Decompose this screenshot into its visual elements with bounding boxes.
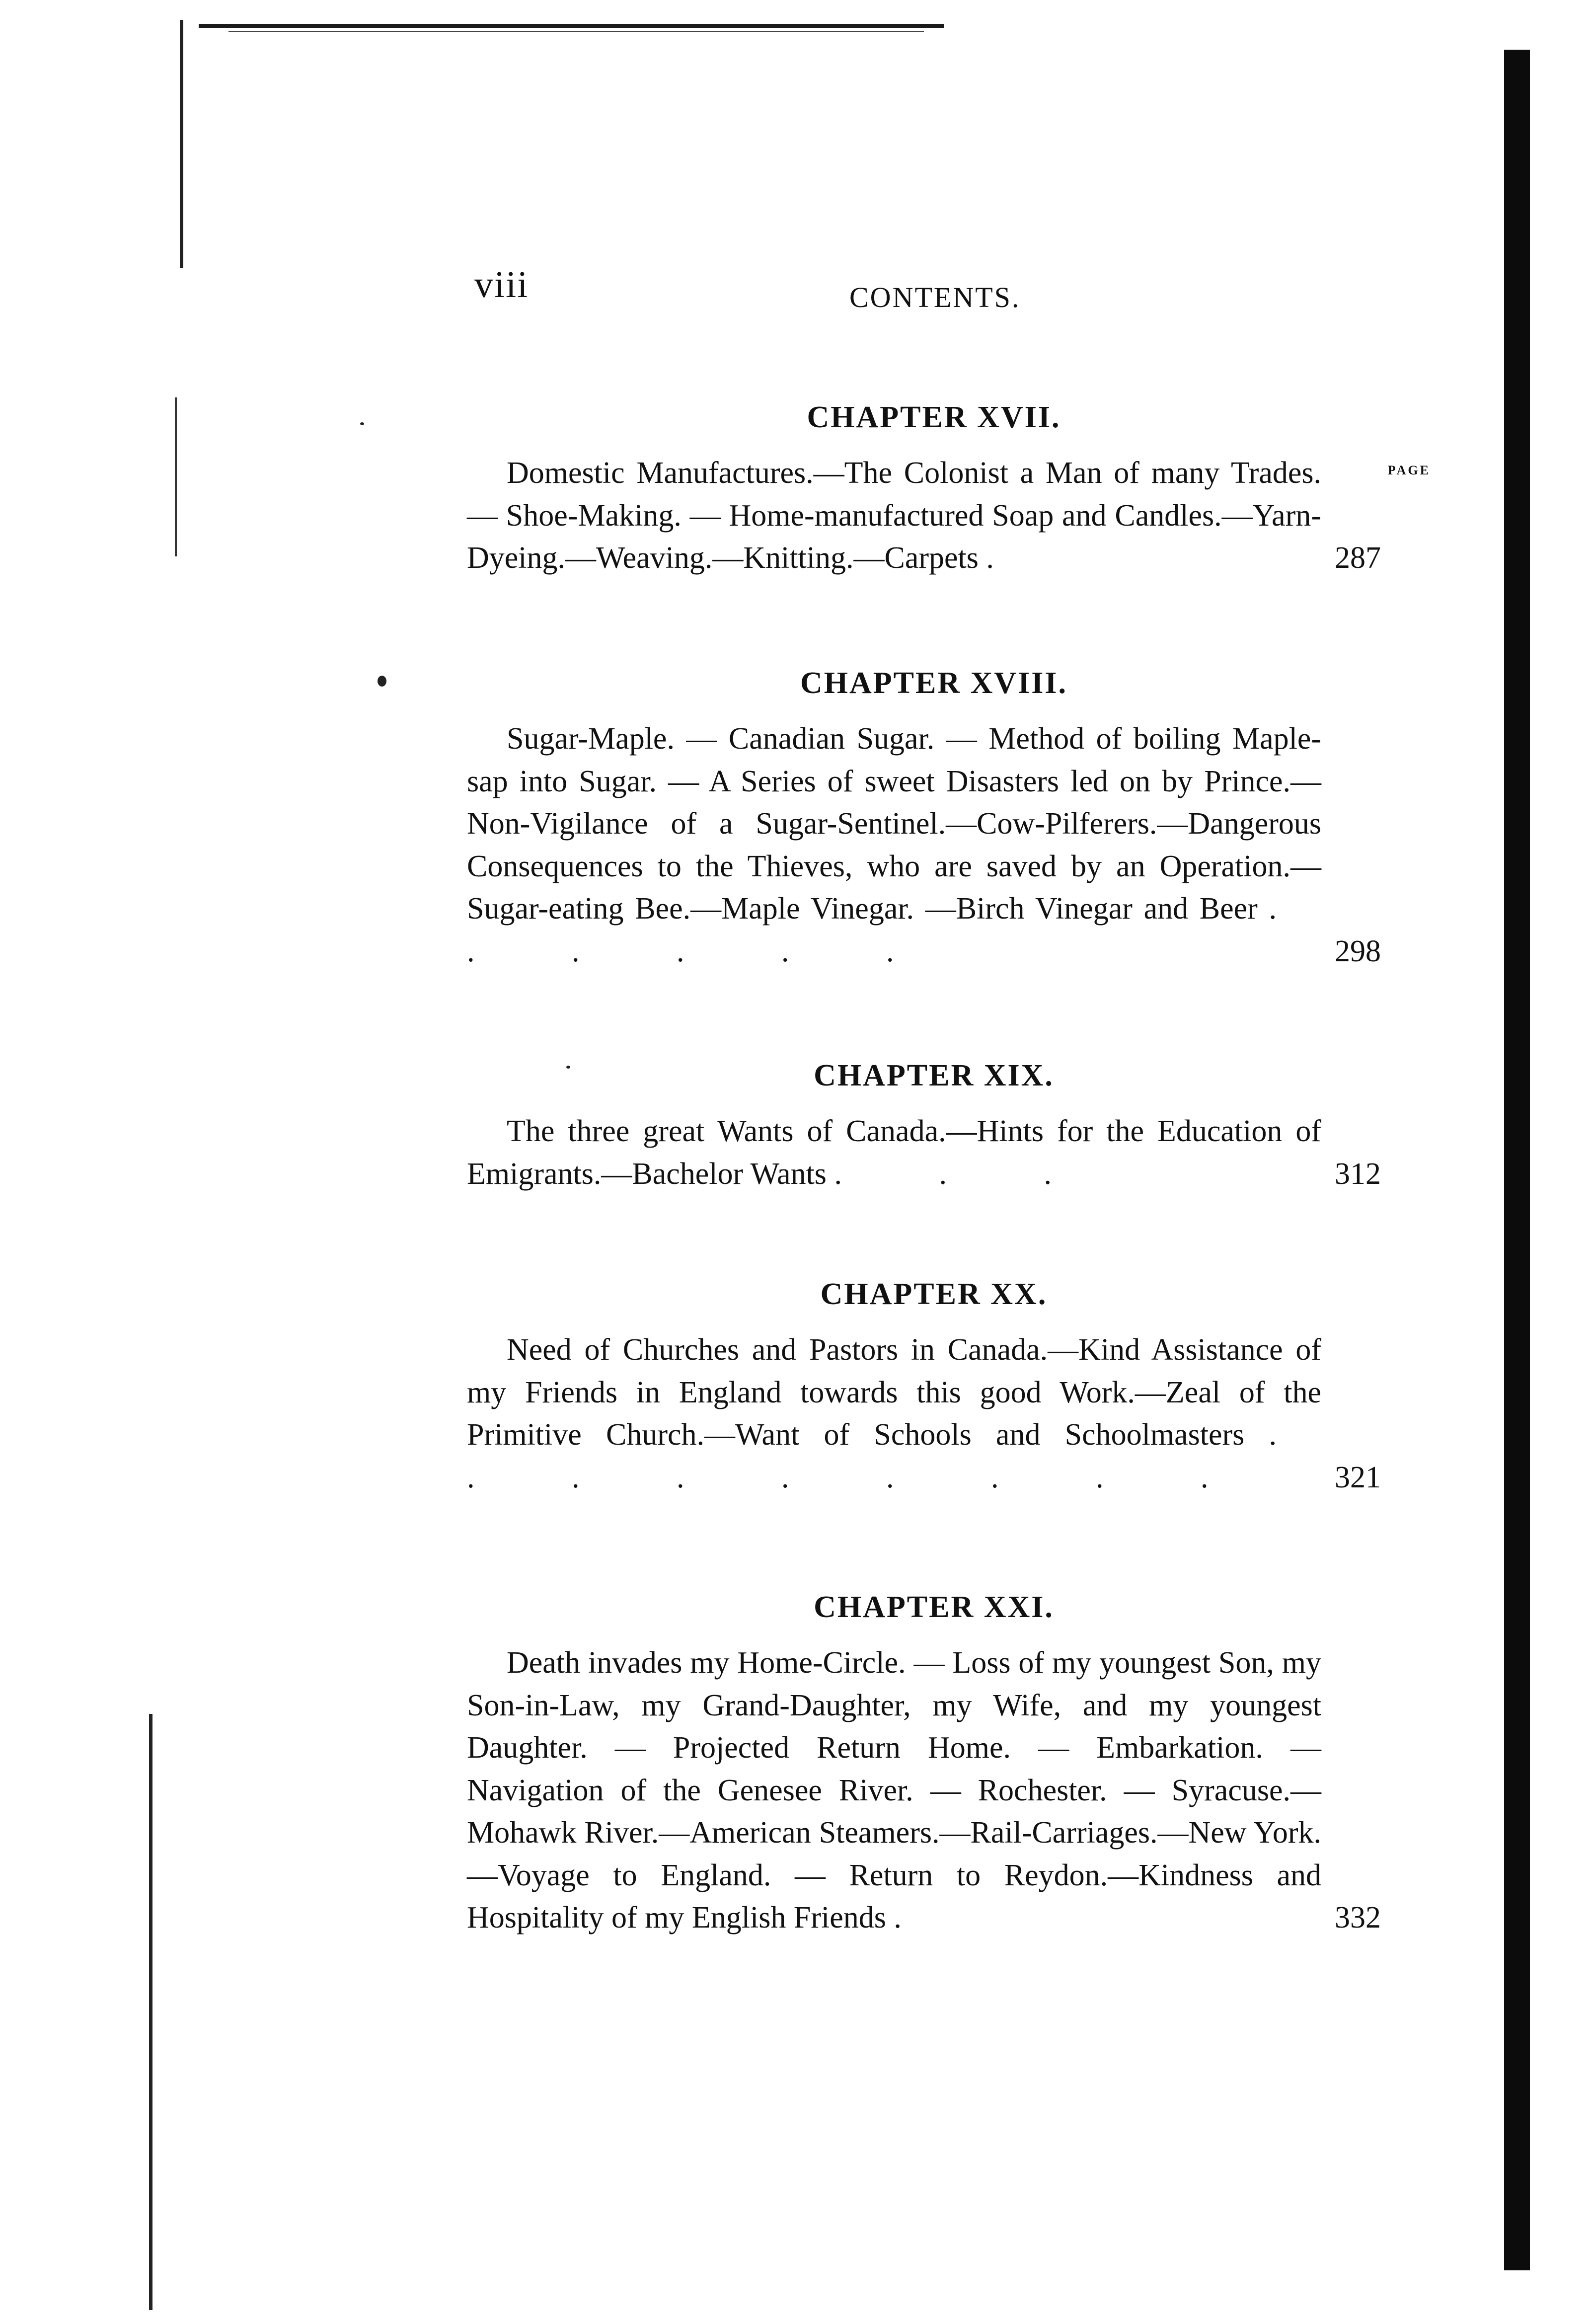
page-number: 312 [1335, 1157, 1381, 1191]
scan-right-edge-shadow [1504, 50, 1530, 2270]
chapter-summary [467, 718, 1381, 973]
chapter-xx [467, 1274, 1401, 1530]
page-number: 298 [1335, 934, 1381, 968]
chapter-xvii [467, 397, 1431, 611]
chapter-summary [467, 1329, 1381, 1499]
chapter-summary [467, 1642, 1381, 1939]
page-number: 332 [1335, 1901, 1381, 1935]
summary-text: Death invades my Home-Circle. — Loss of my youngest Son, my Son-in-Law, my Grand-Daughter, my Wife, and my youngest Daughter. — Projected Return Home. — Embarkation. — Navigation of the Genesee River. — Rochester. — Syracuse.—Mohawk River.—American Steamers.—Rail-Carriages.—New York.—Voyage to England. — Return to Reydon.—Kindness and Hospitality of my English Friends [467, 1646, 1321, 1935]
summary-text: The three great Wants of Canada.—Hints for the Education of Emigrants.—Bachelor Wants [467, 1114, 1321, 1191]
chapter-xviii [467, 663, 1401, 1004]
scan-top-rule [199, 24, 944, 28]
scan-left-edge [180, 20, 183, 268]
scan-top-rule-thin [228, 31, 924, 32]
page-number: 321 [1335, 1460, 1381, 1494]
chapter-title: CHAPTER XXI. [814, 1590, 1054, 1624]
page-number: 287 [1335, 541, 1381, 575]
chapter-title: CHAPTER XX. [820, 1277, 1048, 1311]
dot-leader: . . . . . . [467, 892, 1322, 968]
chapter-title: CHAPTER XVII. [807, 400, 1061, 434]
summary-text: Need of Churches and Pastors in Canada.—Kind Assistance of my Friends in England towards this good Work.—Zeal of the Primitive Church.—Want of Schools and Schoolmasters [467, 1333, 1321, 1452]
chapter-summary [467, 1110, 1381, 1195]
page-column-label: PAGE [1387, 463, 1431, 477]
chapter-title: CHAPTER XVIII. [800, 666, 1068, 700]
scan-left-edge [175, 397, 177, 556]
dot-leader: . [986, 541, 1039, 575]
chapter-xxi [467, 1587, 1401, 1970]
dot-leader: . . . . . . . . . [467, 1418, 1321, 1494]
dot-leader: . . . [834, 1157, 1096, 1191]
chapter-xix [467, 1056, 1401, 1226]
chapter-summary [467, 452, 1381, 580]
scan-speck [378, 676, 386, 687]
chapter-title: CHAPTER XIX. [814, 1059, 1054, 1092]
page-folio: viii [474, 264, 529, 306]
dot-leader: . [894, 1901, 946, 1935]
scan-speck [360, 422, 364, 425]
scan-left-edge [149, 1714, 152, 2310]
running-head: CONTENTS. [849, 281, 1021, 313]
summary-text: Domestic Manufactures.—The Colonist a Man of many Trades. — Shoe-Making. — Home-manufactured Soap and Candles.—Yarn-Dyeing.—Weaving.—Knitting.—Carpets [467, 456, 1321, 575]
summary-text: Sugar-Maple. — Canadian Sugar. — Method of boiling Maple-sap into Sugar. — A Series of sweet Disasters led on by Prince.—Non-Vigilance of a Sugar-Sentinel.—Cow-Pilferers.—Dangerous Consequences to the Thieves, who are saved by an Operation.—Sugar-eating Bee.—Maple Vinegar. —Birch Vinegar and Beer [467, 722, 1321, 926]
